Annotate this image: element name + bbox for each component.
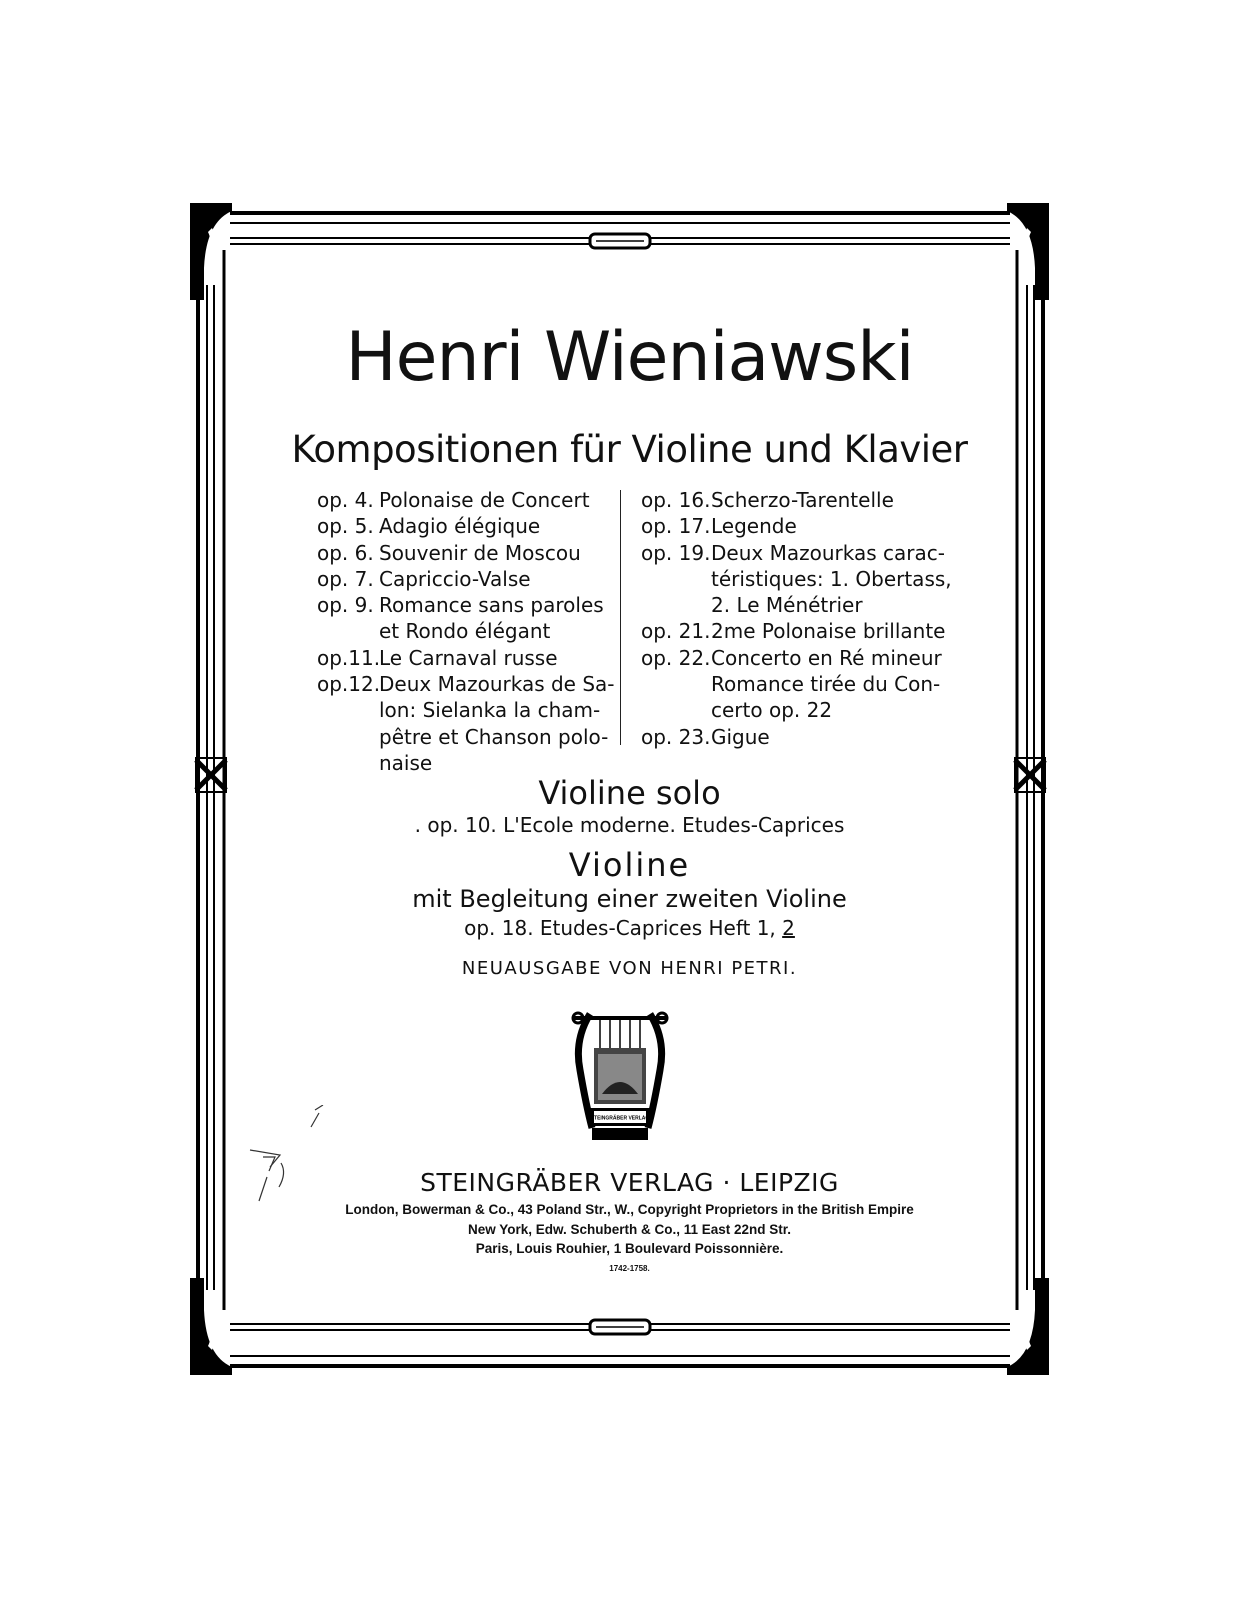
- work-entry: naise: [379, 750, 433, 775]
- violin-solo-work: . op. 10. L'Ecole moderne. Etudes-Caprices: [414, 813, 845, 837]
- publisher-lyre-logo: [570, 1010, 670, 1145]
- violin-duo-subheading: mit Begleitung einer zweiten Violine: [412, 885, 847, 913]
- work-entry: op. 23. Gigue: [641, 724, 770, 749]
- work-entry: op. 6. Souvenir de Moscou: [317, 540, 581, 565]
- work-entry: lon: Sielanka la cham-: [379, 698, 601, 723]
- agent-new-york: New York, Edw. Schuberth & Co., 11 East 22nd Str.: [467, 1222, 792, 1237]
- work-entry: certo op. 22: [711, 698, 833, 723]
- work-entry: téristiques: 1. Obertass,: [711, 566, 952, 591]
- violin-duo-work: [0, 916, 1259, 940]
- work-entry: Romance tirée du Con-: [711, 672, 941, 697]
- works-list-right: [641, 487, 952, 750]
- violin-duo-work-text: op. 18. Etudes-Caprices Heft 1,: [464, 916, 776, 940]
- plate-number: 1742-1758.: [609, 1264, 650, 1273]
- work-entry: 2. Le Ménétrier: [711, 593, 863, 618]
- work-entry: pêtre et Chanson polo-: [379, 724, 609, 749]
- work-entry: et Rondo élégant: [379, 619, 551, 644]
- work-entry: op.11. Le Carnaval russe: [317, 645, 558, 670]
- work-entry: op. 21. 2me Polonaise brillante: [641, 619, 946, 644]
- works-list-left: [317, 487, 615, 776]
- composer-title: Henri Wieniawski: [345, 318, 914, 397]
- work-entry: op. 5. Adagio élégique: [317, 514, 541, 539]
- work-entry: op. 4. Polonaise de Concert: [317, 488, 590, 512]
- work-entry: op. 19. Deux Mazourkas carac-: [641, 540, 945, 565]
- agent-paris: Paris, Louis Rouhier, 1 Boulevard Poissonnière.: [475, 1241, 784, 1256]
- violin-duo-work-suffix: 2: [782, 916, 795, 940]
- collection-subtitle: Kompositionen für Violine und Klavier: [291, 428, 968, 471]
- violin-solo-heading: Violine solo: [538, 774, 721, 812]
- editor-credit: NEUAUSGABE VON HENRI PETRI.: [461, 958, 798, 979]
- work-entry: op. 7. Capriccio-Valse: [317, 566, 531, 591]
- logo-wordmark: STEINGRÄBER VERLAG: [590, 1115, 650, 1122]
- work-entry: op. 9. Romance sans paroles: [317, 593, 604, 618]
- pencil-marks: [245, 1105, 345, 1215]
- work-entry: op. 16. Scherzo-Tarentelle: [641, 488, 894, 512]
- violin-duo-heading: Violine: [568, 846, 691, 884]
- work-entry: op.12. Deux Mazourkas de Sa-: [317, 672, 615, 697]
- column-divider: [620, 490, 621, 745]
- agent-london: London, Bowerman & Co., 43 Poland Str., W., Copyright Proprietors in the British Empire: [345, 1202, 914, 1217]
- work-entry: op. 17. Legende: [641, 514, 797, 539]
- work-entry: op. 22. Concerto en Ré mineur: [641, 645, 942, 670]
- publisher-name: STEINGRÄBER VERLAG · LEIPZIG: [420, 1168, 839, 1197]
